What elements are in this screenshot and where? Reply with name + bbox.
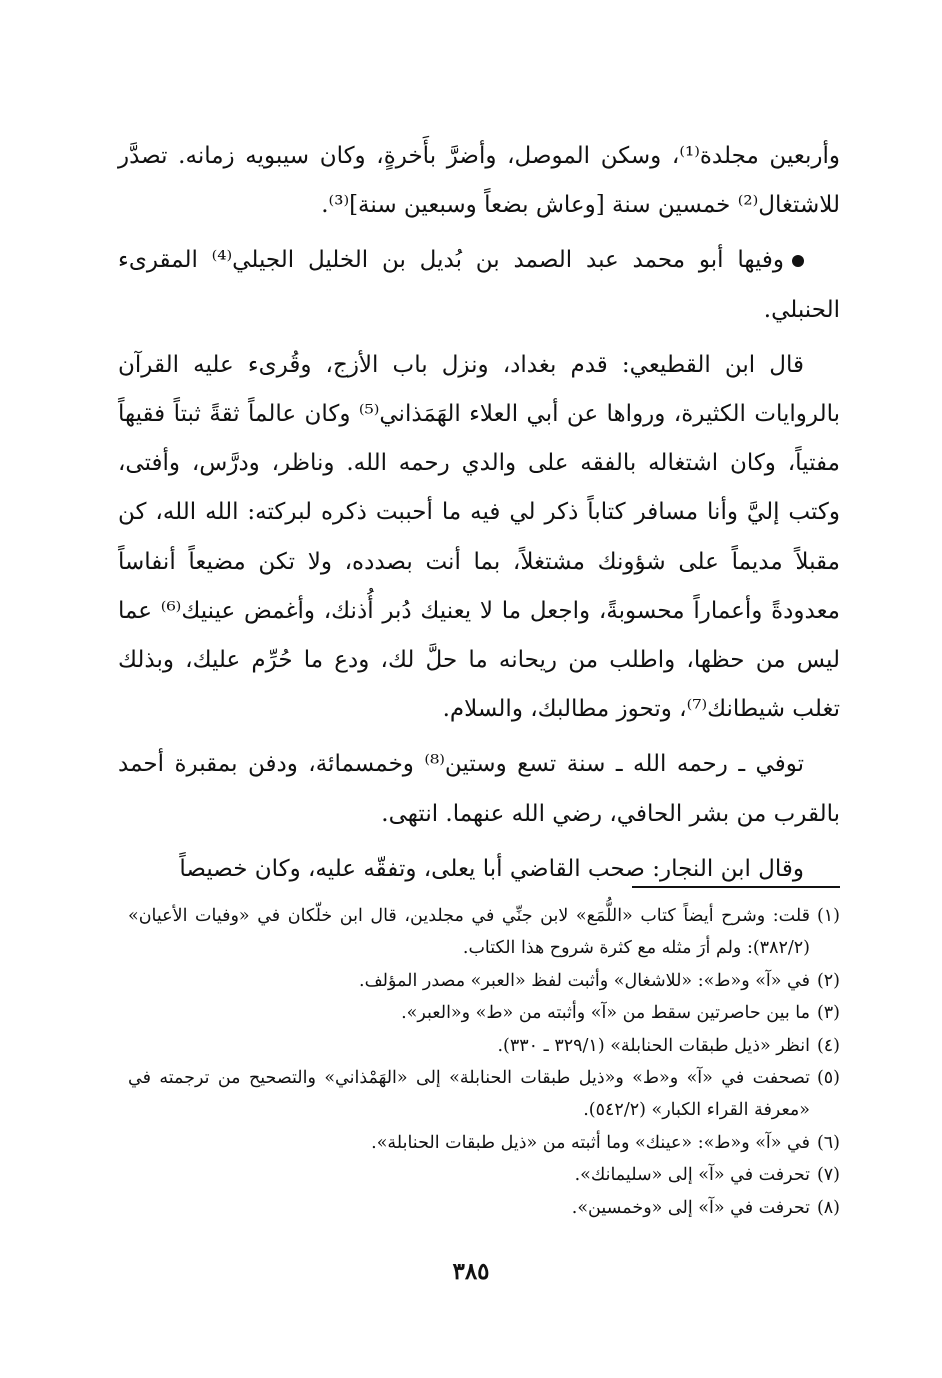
footnote-text: تصحفت في «آ» و«ط» و«ذيل طبقات الحنابلة» إلى «الهَمْذاني» والتصحيح من ترجمته في «معرفة القراء الكبار» (٥٤٢/٢).: [128, 1068, 810, 1121]
footnote-2: [128, 965, 840, 997]
footnote-number: (٢): [816, 970, 840, 991]
paragraph-4: توفي ـ رحمه الله ـ سنة تسع وستين⁽⁸⁾ وخمسمائة، ودفن بمقبرة أحمد بالقرب من بشر الحافي، رضي الله عنهما. انتهى.: [118, 751, 840, 827]
paragraph-2: [118, 236, 840, 334]
footnote-number: (٣): [816, 1003, 840, 1024]
footnote-number: (٥): [816, 1068, 840, 1089]
paragraph-3: قال ابن القطيعي: قدم بغداد، ونزل باب الأزج، وقُرىء عليه القرآن بالروايات الكثيرة، ورواها عن أبي العلاء الهَمَذاني⁽⁵⁾ وكان عالماً ثقةً ثبتاً فقيهاً مفتياً، وكان اشتغاله بالفقه على والدي رحمه الله. وناظر، ودرَّس، وأفتى، وكتب إليَّ وأنا مسافر كتاباً ذكر لي فيه ما أحببت ذكره لبركته: الله الله، كن مقبلاً مديماً على شؤونك مشتغلاً، بما أنت بصدده، ولا تكن مضيعاً أنفاساً معدودةً وأعماراً محسوبةً، واجعل ما لا يعنيك دُبر أُذنك، وأغمض عينيك⁽⁶⁾ عما ليس من حظها، واطلب من ريحانه ما حلَّ لك، ودع ما حُرِّم عليك، وبذلك تغلب شيطانك⁽⁷⁾، وتحوز مطالبك، والسلام.: [118, 351, 841, 723]
footnote-6: [128, 1127, 840, 1159]
footnote-number: (٨): [816, 1197, 840, 1218]
footnote-text: ما بين حاصرتين سقط من «آ» وأثبته من «ط» و«العبر».: [401, 1003, 810, 1024]
footnote-4: [128, 1030, 840, 1062]
footnote-3: [128, 997, 840, 1029]
footnote-8: [128, 1192, 840, 1224]
main-text: [118, 132, 840, 900]
footnote-text: في «آ» و«ط»: «للاشغال» وأثبت لفظ «العبر» مصدر المؤلف.: [359, 970, 810, 991]
footnotes: [128, 900, 840, 1224]
page-number: ٣٨٥: [452, 1258, 490, 1285]
bullet-icon: [792, 255, 804, 267]
footnote-7: [128, 1159, 840, 1191]
footnote-text: تحرفت في «آ» إلى «سليمانك».: [574, 1165, 810, 1186]
footnote-number: (٧): [816, 1165, 840, 1186]
paragraph-5: وقال ابن النجار: صحب القاضي أبا يعلى، وتفقّه عليه، وكان خصيصاً: [179, 855, 804, 882]
footnote-1: [128, 900, 840, 965]
footnote-number: (٤): [816, 1035, 840, 1056]
footnote-text: في «آ» و«ط»: «عينك» وما أثبته من «ذيل طبقات الحنابلة».: [371, 1132, 810, 1153]
footnote-number: (١): [816, 906, 840, 926]
footnote-text: انظر «ذيل طبقات الحنابلة» (٣٢٩/١ ـ ٣٣٠).: [497, 1035, 810, 1056]
footnote-divider: [632, 886, 840, 888]
paragraph-2-text: وفيها أبو محمد عبد الصمد بن بُديل بن الخليل الجيلي⁽⁴⁾ المقرىء الحنبلي.: [118, 247, 840, 323]
footnote-text: قلت: وشرح أيضاً كتاب «اللُّمَع» لابن جنِّي في مجلدين، قال ابن خلّكان في «وفيات الأعيان» (٣٨٢/٢): ولم أرَ مثله مع كثرة شروح هذا الكتاب.: [128, 906, 810, 959]
footnote-number: (٦): [816, 1132, 840, 1153]
footnote-5: [128, 1062, 840, 1127]
footnote-text: تحرفت في «آ» إلى «وخمسين».: [571, 1197, 810, 1218]
paragraph-1: وأربعين مجلدة⁽¹⁾، وسكن الموصل، وأضرَّ بأَخرةٍ، وكان سيبويه زمانه. تصدَّر للاشتغال⁽²⁾ خمسين سنة [وعاش بضعاً وسبعين سنة]⁽³⁾.: [118, 143, 840, 219]
